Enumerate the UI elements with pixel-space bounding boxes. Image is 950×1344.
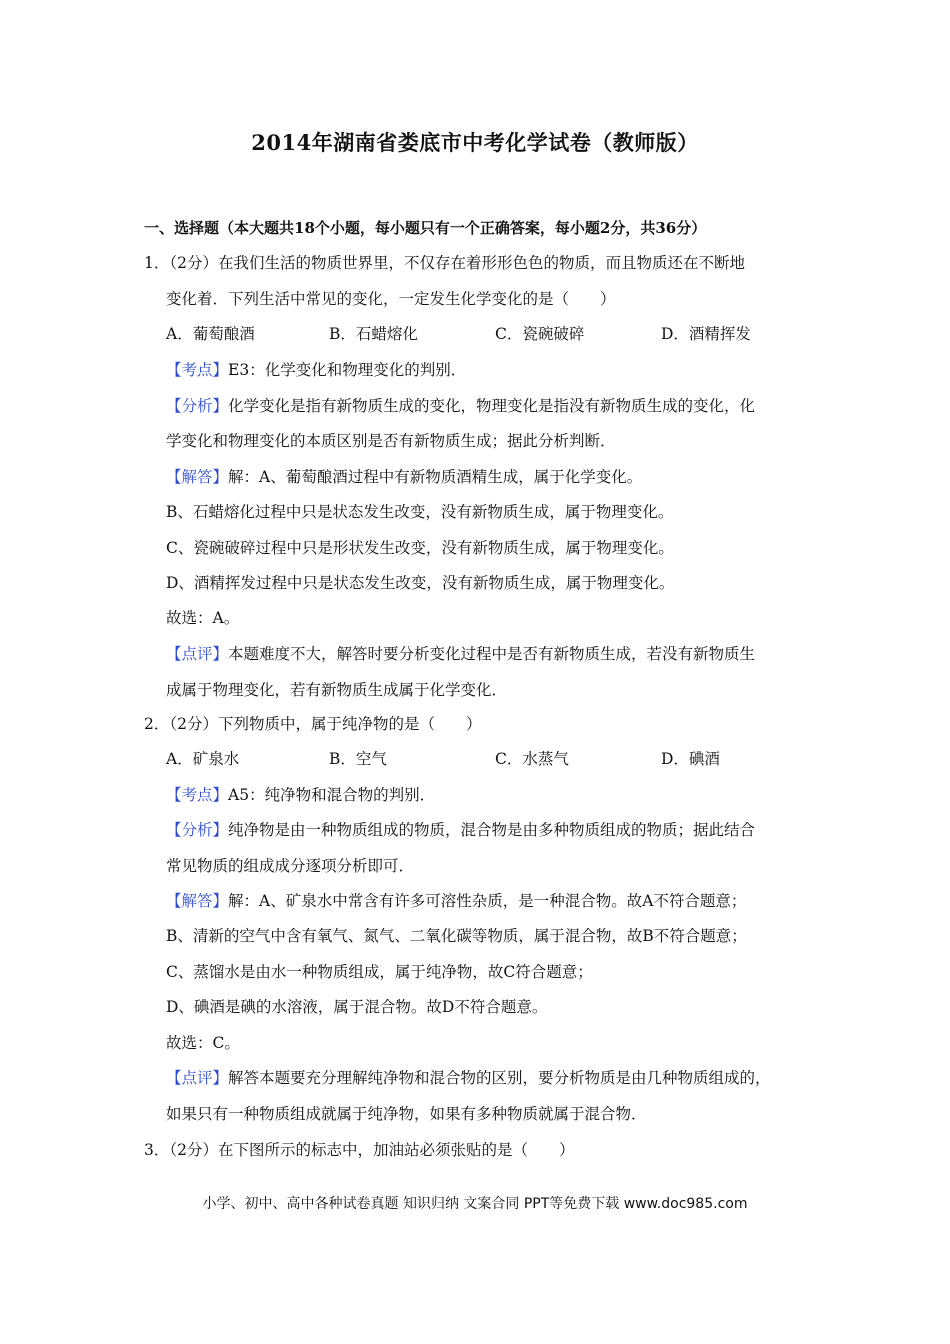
q1-stem-line2: 变化着．下列生活中常见的变化，一定发生化学变化的是（ ） xyxy=(166,290,616,308)
q2-option-c: C．水蒸气 xyxy=(495,750,569,768)
q1-fenxi xyxy=(166,396,755,416)
kaodian-tag: 【考点】 xyxy=(166,786,229,804)
page-title: 2014年湖南省娄底市中考化学试卷（教师版） xyxy=(251,130,699,155)
q1-option-c: C．瓷碗破碎 xyxy=(495,325,585,343)
q2-option-b: B．空气 xyxy=(329,750,387,768)
q1-jieda-line4: D、酒精挥发过程中只是状态发生改变，没有新物质生成，属于物理变化。 xyxy=(166,574,675,592)
q1-option-a: A．葡萄酿酒 xyxy=(166,325,255,343)
q2-fenxi-line2: 常见物质的组成成分逐项分析即可． xyxy=(166,857,415,875)
q2-answer: 故选：C。 xyxy=(166,1034,240,1052)
q2-jieda xyxy=(166,891,746,911)
q2-jieda-line4: D、碘酒是碘的水溶液，属于混合物。故D不符合题意。 xyxy=(166,998,548,1016)
kaodian-tag: 【考点】 xyxy=(166,361,229,379)
q1-stem-line1: 1．（2分）在我们生活的物质世界里，不仅存在着形形色色的物质，而且物质还在不断地 xyxy=(144,254,745,272)
q1-fenxi-text1: 化学变化是指有新物质生成的变化，物理变化是指没有新物质生成的变化，化 xyxy=(228,397,756,415)
fenxi-tag: 【分析】 xyxy=(166,821,229,839)
q2-kaodian-text: A5：纯净物和混合物的判别． xyxy=(228,786,436,804)
q2-fenxi xyxy=(166,820,755,840)
q2-dianping-text1: 解答本题要充分理解纯净物和混合物的区别，要分析物质是由几种物质组成的， xyxy=(228,1069,771,1087)
q2-option-a: A．矿泉水 xyxy=(166,750,240,768)
q1-fenxi-line2: 学变化和物理变化的本质区别是否有新物质生成；据此分析判断． xyxy=(166,432,616,450)
q1-kaodian-text: E3：化学变化和物理变化的判别． xyxy=(228,361,467,379)
jieda-tag: 【解答】 xyxy=(166,468,229,486)
q1-dianping-line2: 成属于物理变化，若有新物质生成属于化学变化． xyxy=(166,681,508,699)
q2-fenxi-text1: 纯净物是由一种物质组成的物质，混合物是由多种物质组成的物质；据此结合 xyxy=(228,821,756,839)
jieda-tag: 【解答】 xyxy=(166,892,229,910)
q1-option-d: D．酒精挥发 xyxy=(661,325,751,343)
q1-dianping-text1: 本题难度不大，解答时要分析变化过程中是否有新物质生成，若没有新物质生 xyxy=(228,645,756,663)
q3-stem-line1: 3．（2分）在下图所示的标志中，加油站必须张贴的是（ ） xyxy=(144,1141,575,1159)
q2-option-d: D．碘酒 xyxy=(661,750,720,768)
q2-dianping-line2: 如果只有一种物质组成就属于纯净物，如果有多种物质就属于混合物． xyxy=(166,1105,647,1123)
q2-dianping xyxy=(166,1068,771,1088)
q2-jieda-text1: 解：A、矿泉水中常含有许多可溶性杂质，是一种混合物。故A不符合题意； xyxy=(228,892,747,910)
q2-jieda-line3: C、蒸馏水是由水一种物质组成，属于纯净物，故C符合题意； xyxy=(166,963,593,981)
q1-jieda-line3: C、瓷碗破碎过程中只是形状发生改变，没有新物质生成，属于物理变化。 xyxy=(166,539,674,557)
q1-jieda xyxy=(166,467,642,487)
section-heading: 一、选择题（本大题共18个小题，每小题只有一个正确答案，每小题2分，共36分） xyxy=(144,219,707,237)
q2-jieda-line2: B、清新的空气中含有氧气、氮气、二氧化碳等物质，属于混合物，故B不符合题意； xyxy=(166,927,747,945)
q1-jieda-text1: 解：A、葡萄酿酒过程中有新物质酒精生成，属于化学变化。 xyxy=(228,468,643,486)
fenxi-tag: 【分析】 xyxy=(166,397,229,415)
dianping-tag: 【点评】 xyxy=(166,645,229,663)
dianping-tag: 【点评】 xyxy=(166,1069,229,1087)
q1-option-b: B．石蜡熔化 xyxy=(329,325,418,343)
q2-stem-line1: 2．（2分）下列物质中，属于纯净物的是（ ） xyxy=(144,715,482,733)
q2-kaodian xyxy=(166,785,435,805)
q1-jieda-line2: B、石蜡熔化过程中只是状态发生改变，没有新物质生成，属于物理变化。 xyxy=(166,503,674,521)
q1-answer: 故选：A。 xyxy=(166,609,240,627)
q1-kaodian xyxy=(166,360,466,380)
q1-dianping xyxy=(166,644,755,664)
footer-ad: 小学、初中、高中各种试卷真题 知识归纳 文案合同 PPT等免费下载 www.doc985.com xyxy=(202,1196,748,1212)
